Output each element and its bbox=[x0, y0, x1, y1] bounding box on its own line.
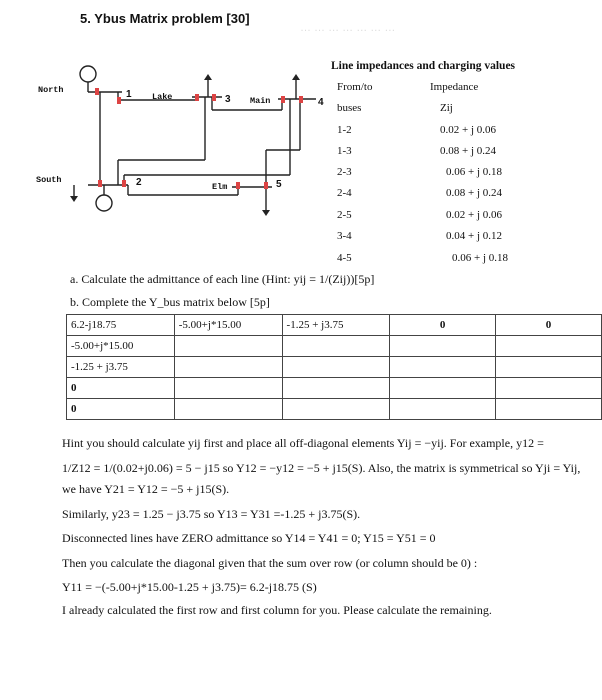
ybus-row-3 bbox=[67, 357, 602, 378]
ybus-cell[interactable] bbox=[390, 336, 496, 357]
line-row-z: 0.02 + j 0.06 bbox=[440, 124, 497, 136]
ybus-cell: -5.00+j*15.00 bbox=[174, 315, 282, 336]
ybus-cell[interactable] bbox=[390, 357, 496, 378]
ybus-cell: 6.2-j18.75 bbox=[67, 315, 175, 336]
bus-number-4: 4 bbox=[318, 97, 324, 108]
line-row-buses: 1-2 bbox=[337, 124, 352, 136]
ybus-cell[interactable] bbox=[496, 336, 602, 357]
ybus-cell[interactable] bbox=[174, 336, 282, 357]
label-elm: Elm bbox=[212, 182, 228, 192]
ybus-cell[interactable] bbox=[496, 378, 602, 399]
bus-number-5: 5 bbox=[276, 179, 282, 190]
line-table-title: Line impedances and charging values bbox=[331, 60, 516, 72]
ybus-cell: 0 bbox=[67, 378, 175, 399]
line-row-buses: 1-3 bbox=[337, 145, 352, 157]
load-arrow-3 bbox=[204, 74, 212, 80]
ybus-row-2 bbox=[67, 336, 602, 357]
line-row-z: 0.06 + j 0.18 bbox=[446, 166, 503, 178]
label-lake: Lake bbox=[152, 92, 173, 102]
line-table-col1-header-2: buses bbox=[337, 102, 362, 114]
ybus-cell[interactable] bbox=[282, 399, 390, 420]
ybus-cell: -5.00+j*15.00 bbox=[67, 336, 175, 357]
hint-line-1: Hint you should calculate yij first and place all off-diagonal elements Yij = −yij. For example, y12 = bbox=[62, 436, 544, 450]
question-b: b. Complete the Y_bus matrix below [5p] bbox=[70, 295, 270, 309]
ybus-cell[interactable] bbox=[174, 357, 282, 378]
ybus-cell: 0 bbox=[390, 315, 496, 336]
ybus-cell[interactable] bbox=[282, 378, 390, 399]
ybus-cell: -1.25 + j3.75 bbox=[282, 315, 390, 336]
hint-y11: Y11 = −(-5.00+j*15.00-1.25 + j3.75)= 6.2-j18.75 (S) bbox=[62, 580, 317, 594]
line-row-buses: 3-4 bbox=[337, 230, 352, 242]
power-system-diagram bbox=[0, 0, 330, 260]
ybus-cell[interactable] bbox=[496, 399, 602, 420]
line-table-col1-header-1: From/to bbox=[337, 81, 373, 93]
bus-number-3: 3 bbox=[225, 94, 231, 105]
line-row-buses: 2-4 bbox=[337, 187, 352, 199]
line-row-z: 0.02 + j 0.06 bbox=[446, 209, 503, 221]
load-arrow-south bbox=[70, 196, 78, 202]
faded-header-text: … … … … … … … bbox=[300, 22, 396, 34]
ybus-cell: 0 bbox=[496, 315, 602, 336]
load-arrow-5 bbox=[262, 210, 270, 216]
line-row-buses: 4-5 bbox=[337, 252, 352, 264]
ybus-row-5 bbox=[67, 399, 602, 420]
ybus-cell[interactable] bbox=[390, 399, 496, 420]
ybus-matrix bbox=[66, 314, 602, 420]
hint-then: Then you calculate the diagonal given that the sum over row (or column should be 0) : bbox=[62, 556, 478, 570]
question-a: a. Calculate the admittance of each line (Hint: yij = 1/(Zij))[5p] bbox=[70, 272, 375, 286]
generator-north bbox=[80, 66, 96, 82]
ybus-cell[interactable] bbox=[174, 378, 282, 399]
hint-already: I already calculated the first row and first column for you. Please calculate the remaining. bbox=[62, 603, 492, 617]
generator-south bbox=[96, 195, 112, 211]
line-row-z: 0.06 + j 0.18 bbox=[452, 252, 509, 264]
line-row-z: 0.04 + j 0.12 bbox=[446, 230, 503, 242]
ybus-cell[interactable] bbox=[174, 399, 282, 420]
bus-number-2: 2 bbox=[136, 177, 142, 188]
ybus-row-1 bbox=[67, 315, 602, 336]
problem-title: 5. Ybus Matrix problem [30] bbox=[80, 11, 250, 26]
line-row-buses: 2-5 bbox=[337, 209, 352, 221]
hint-line-3: we have Y21 = Y12 = −5 + j15(S). bbox=[62, 482, 230, 496]
bus-number-1: 1 bbox=[126, 89, 132, 100]
line-table-col2-header: Impedance bbox=[430, 81, 479, 93]
label-main: Main bbox=[250, 96, 271, 106]
ybus-row-4 bbox=[67, 378, 602, 399]
hint-similarly: Similarly, y23 = 1.25 − j3.75 so Y13 = Y31 =-1.25 + j3.75(S). bbox=[62, 507, 361, 521]
ybus-cell[interactable] bbox=[496, 357, 602, 378]
ybus-cell: 0 bbox=[67, 399, 175, 420]
ybus-cell[interactable] bbox=[390, 378, 496, 399]
line-row-z: 0.08 + j 0.24 bbox=[446, 187, 503, 199]
line-table-col2-subheader: Zij bbox=[440, 102, 453, 114]
ybus-cell[interactable] bbox=[282, 336, 390, 357]
line-row-buses: 2-3 bbox=[337, 166, 352, 178]
hint-disconnected: Disconnected lines have ZERO admittance so Y14 = Y41 = 0; Y15 = Y51 = 0 bbox=[62, 531, 436, 545]
line-row-z: 0.08 + j 0.24 bbox=[440, 145, 497, 157]
ybus-cell: -1.25 + j3.75 bbox=[67, 357, 175, 378]
ybus-cell[interactable] bbox=[282, 357, 390, 378]
label-south: South bbox=[36, 175, 62, 185]
hint-line-2: 1/Z12 = 1/(0.02+j0.06) = 5 − j15 so Y12 = −y12 = −5 + j15(S). Also, the matrix is symmetrical so Yji = Yij, bbox=[62, 461, 581, 475]
load-arrow-4 bbox=[292, 74, 300, 80]
label-north: North bbox=[38, 85, 64, 95]
